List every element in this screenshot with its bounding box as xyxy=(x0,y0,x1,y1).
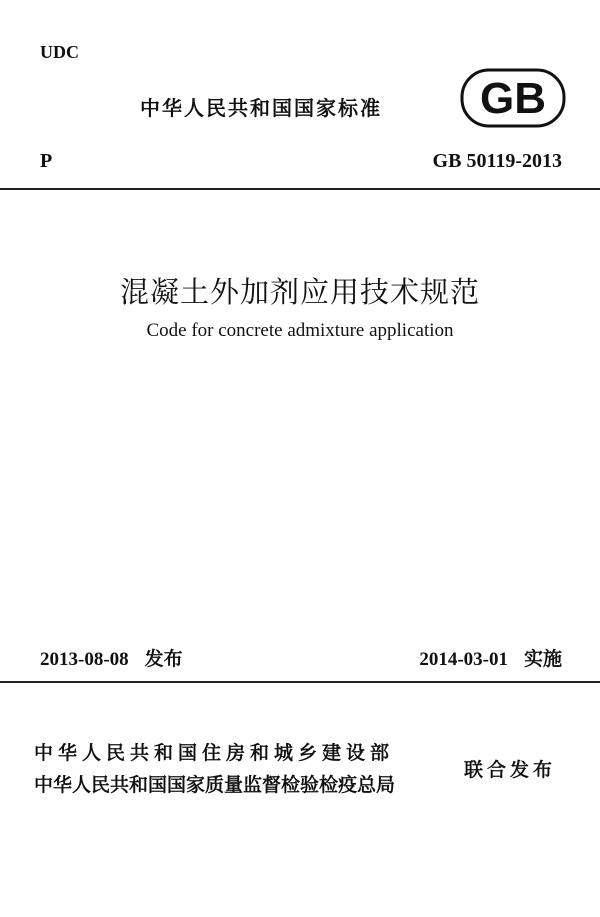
implement-label: 实施 xyxy=(523,648,562,670)
gb-logo xyxy=(460,68,566,128)
joint-issue-label: 联合发布 xyxy=(464,759,557,781)
bottom-divider xyxy=(0,681,600,683)
gb-logo-text: GB xyxy=(480,74,546,123)
implement-date: 2014-03-01 xyxy=(419,649,508,670)
publisher-line-1: 中华人民共和国住房和城乡建设部 xyxy=(34,742,395,764)
top-divider xyxy=(0,188,600,190)
issue-date: 2013-08-08 xyxy=(40,649,129,670)
standard-type-title: 中华人民共和国国家标准 xyxy=(140,96,382,120)
classification-code: P xyxy=(40,150,53,172)
udc-label: UDC xyxy=(40,42,79,62)
publisher-line-2: 中华人民共和国国家质量监督检验检疫总局 xyxy=(34,774,396,796)
issue-label: 发布 xyxy=(144,648,183,670)
title-english: Code for concrete admixture application xyxy=(146,320,454,341)
standard-number: GB 50119-2013 xyxy=(432,150,562,172)
issue-date-block xyxy=(40,644,183,671)
title-chinese: 混凝土外加剂应用技术规范 xyxy=(119,275,480,309)
implement-date-block xyxy=(419,644,562,671)
